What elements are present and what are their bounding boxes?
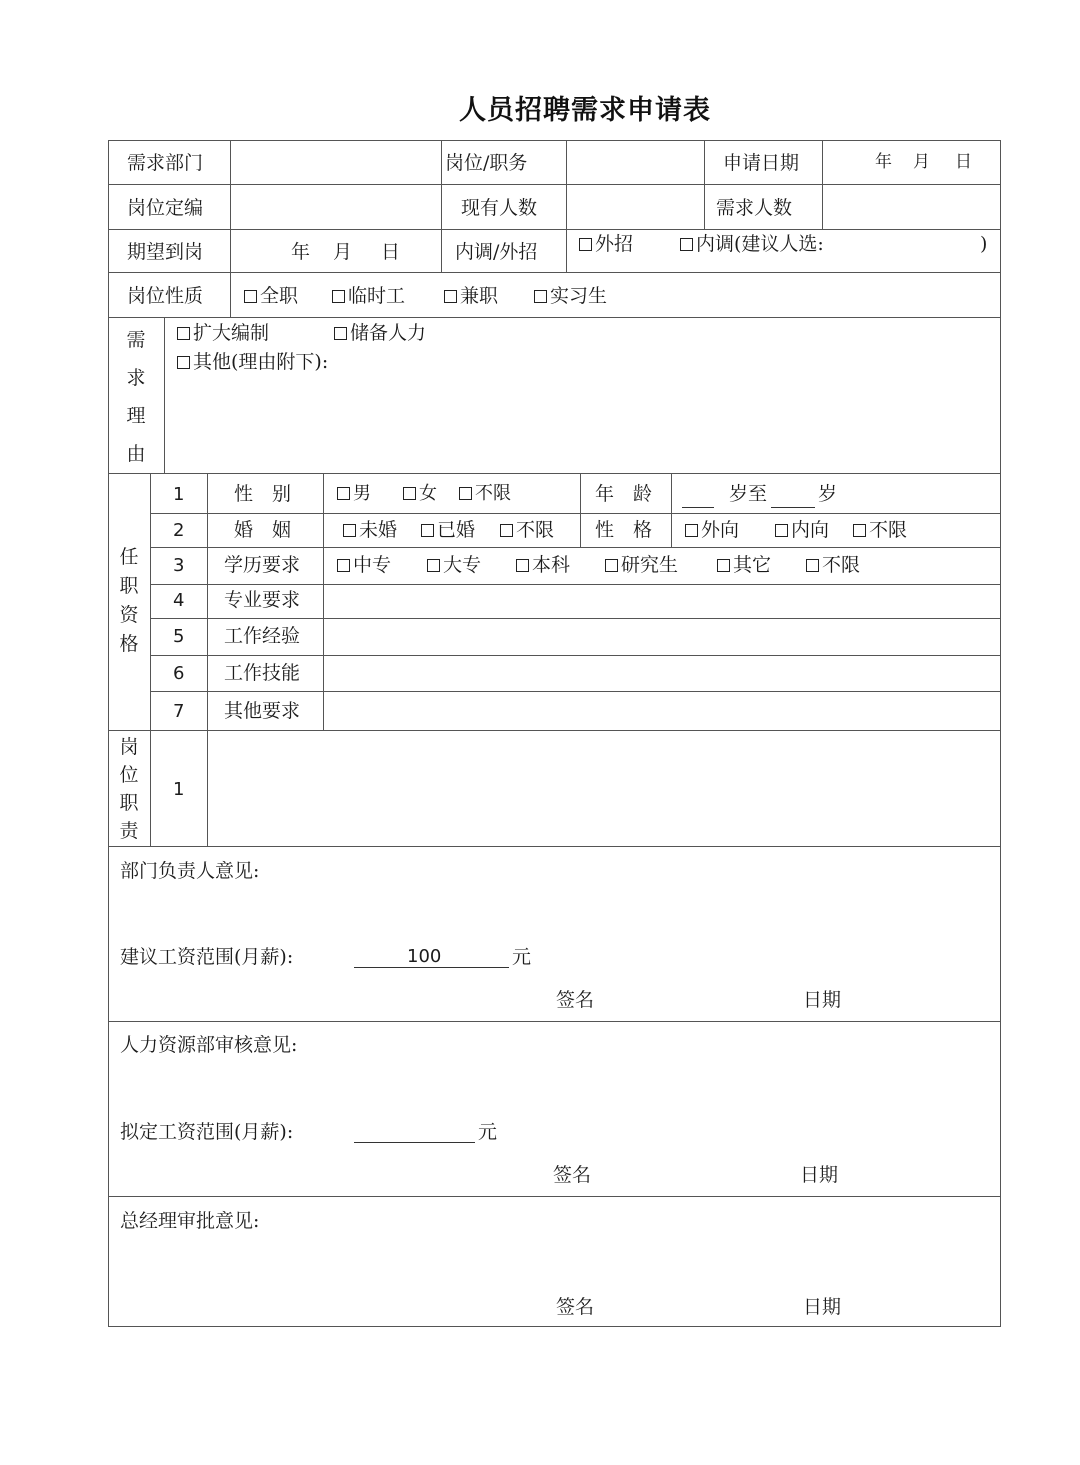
nature-option-fulltime[interactable]: 全职 xyxy=(244,287,298,306)
reason-label: 需 求 理 由 xyxy=(126,329,146,465)
position-input[interactable] xyxy=(569,143,701,183)
hr-opinion-label: 人力资源部审核意见: xyxy=(120,1034,298,1056)
gender-any-checkbox[interactable]: 不限 xyxy=(459,485,511,503)
personality-extrovert-checkbox[interactable]: 外向 xyxy=(685,521,739,540)
duties-label: 岗 位 职 责 xyxy=(119,736,139,842)
edu-bachelor-checkbox[interactable]: 本科 xyxy=(516,556,570,575)
checkbox-icon xyxy=(806,559,819,572)
checkbox-icon xyxy=(421,524,434,537)
needed-count-label: 需求人数 xyxy=(716,197,793,219)
dept-opinion-label: 部门负责人意见: xyxy=(120,860,260,882)
dept-label: 需求部门 xyxy=(127,152,204,174)
checkbox-icon xyxy=(717,559,730,572)
row-number: 3 xyxy=(173,555,185,576)
expected-date-input[interactable] xyxy=(233,231,438,271)
checkbox-icon xyxy=(177,327,190,340)
apply-day: 日 xyxy=(955,152,972,172)
checkbox-icon xyxy=(516,559,529,572)
close-paren: ) xyxy=(980,233,988,255)
age-from-text: 岁至 xyxy=(729,483,768,505)
nature-option-parttime[interactable]: 兼职 xyxy=(444,287,498,306)
marriage-married-checkbox[interactable]: 已婚 xyxy=(421,521,475,540)
gm-sign-label: 签名 xyxy=(556,1296,595,1318)
checkbox-icon xyxy=(775,524,788,537)
checkbox-icon xyxy=(459,487,472,500)
quota-label: 岗位定编 xyxy=(127,197,204,219)
other-req-input[interactable] xyxy=(326,693,997,728)
recruit-type-label: 内调/外招 xyxy=(455,241,538,263)
duty-number: 1 xyxy=(173,779,185,800)
checkbox-icon xyxy=(605,559,618,572)
qualification-label: 任 职 资 格 xyxy=(119,546,139,655)
nature-option-temp[interactable]: 临时工 xyxy=(332,287,405,306)
dept-input[interactable] xyxy=(233,143,438,183)
reason-reserve-checkbox[interactable]: 储备人力 xyxy=(334,324,426,343)
checkbox-icon xyxy=(853,524,866,537)
checkbox-icon xyxy=(534,290,547,303)
major-input[interactable] xyxy=(326,586,997,616)
nature-option-intern[interactable]: 实习生 xyxy=(534,287,607,306)
gender-male-checkbox[interactable]: 男 xyxy=(337,485,371,503)
checkbox-icon xyxy=(680,238,693,251)
hr-salary-unit: 元 xyxy=(478,1121,498,1143)
personality-any-checkbox[interactable]: 不限 xyxy=(853,521,907,540)
page-title: 人员招聘需求申请表 xyxy=(459,95,711,126)
marriage-label: 婚 姻 xyxy=(234,519,292,541)
hr-date-label: 日期 xyxy=(800,1164,839,1186)
checkbox-icon xyxy=(177,356,190,369)
marriage-any-checkbox[interactable]: 不限 xyxy=(500,521,554,540)
external-checkbox[interactable]: 外招 xyxy=(579,235,633,254)
expected-month: 月 xyxy=(333,241,353,263)
reason-other-checkbox[interactable]: 其他(理由附下): xyxy=(177,353,328,372)
checkbox-icon xyxy=(337,559,350,572)
skills-input[interactable] xyxy=(326,657,997,689)
experience-input[interactable] xyxy=(326,620,997,653)
expected-day: 日 xyxy=(381,241,401,263)
marriage-single-checkbox[interactable]: 未婚 xyxy=(343,521,397,540)
recruitment-form xyxy=(108,140,1001,1327)
row-number: 4 xyxy=(173,590,185,611)
needed-count-input[interactable] xyxy=(825,187,997,227)
apply-year: 年 xyxy=(875,152,892,172)
nature-label: 岗位性质 xyxy=(127,285,204,307)
duties-textarea[interactable] xyxy=(210,733,997,843)
gender-female-checkbox[interactable]: 女 xyxy=(403,485,437,503)
checkbox-icon xyxy=(579,238,592,251)
row-number: 6 xyxy=(173,663,185,684)
row-number: 5 xyxy=(173,626,185,647)
edu-other-checkbox[interactable]: 其它 xyxy=(717,556,771,575)
age-label: 年 龄 xyxy=(595,483,653,505)
checkbox-icon xyxy=(244,290,257,303)
expected-date-label: 期望到岗 xyxy=(127,241,204,263)
checkbox-icon xyxy=(334,327,347,340)
experience-label: 工作经验 xyxy=(224,625,301,647)
apply-date-label: 申请日期 xyxy=(723,152,800,174)
row-number: 1 xyxy=(173,484,185,505)
checkbox-icon xyxy=(403,487,416,500)
edu-any-checkbox[interactable]: 不限 xyxy=(806,556,860,575)
gender-label: 性 别 xyxy=(234,483,292,505)
skills-label: 工作技能 xyxy=(224,662,301,684)
education-label: 学历要求 xyxy=(224,554,301,576)
checkbox-icon xyxy=(343,524,356,537)
other-req-label: 其他要求 xyxy=(224,700,301,722)
expected-year: 年 xyxy=(291,241,311,263)
checkbox-icon xyxy=(337,487,350,500)
reason-expand-checkbox[interactable]: 扩大编制 xyxy=(177,324,269,343)
apply-date-input[interactable] xyxy=(825,143,997,183)
hr-sign-label: 签名 xyxy=(553,1164,592,1186)
age-to-text: 岁 xyxy=(818,483,838,505)
personality-label: 性 格 xyxy=(595,519,653,541)
dept-salary-label: 建议工资范围(月薪): xyxy=(120,946,294,968)
checkbox-icon xyxy=(444,290,457,303)
dept-sign-label: 签名 xyxy=(556,989,595,1011)
dept-salary-unit: 元 xyxy=(512,946,532,968)
major-label: 专业要求 xyxy=(224,589,301,611)
row-number: 7 xyxy=(173,701,185,722)
personality-introvert-checkbox[interactable]: 内向 xyxy=(775,521,829,540)
row-number: 2 xyxy=(173,520,185,541)
hr-salary-input[interactable] xyxy=(354,1117,475,1143)
apply-month: 月 xyxy=(913,152,930,172)
checkbox-icon xyxy=(427,559,440,572)
internal-checkbox[interactable]: 内调(建议人选: xyxy=(680,235,824,254)
dept-salary-input[interactable]: 100 xyxy=(354,941,509,968)
position-label: 岗位/职务 xyxy=(445,152,528,174)
quota-input[interactable] xyxy=(233,187,438,227)
current-count-input[interactable] xyxy=(569,187,701,227)
gm-date-label: 日期 xyxy=(803,1296,842,1318)
hr-salary-label: 拟定工资范围(月薪): xyxy=(120,1121,294,1143)
checkbox-icon xyxy=(500,524,513,537)
checkbox-icon xyxy=(332,290,345,303)
reason-textarea[interactable] xyxy=(169,381,997,469)
dept-date-label: 日期 xyxy=(803,989,842,1011)
edu-vocational-checkbox[interactable]: 中专 xyxy=(337,556,391,575)
edu-graduate-checkbox[interactable]: 研究生 xyxy=(605,556,678,575)
checkbox-icon xyxy=(685,524,698,537)
gm-opinion-label: 总经理审批意见: xyxy=(120,1210,260,1232)
edu-college-checkbox[interactable]: 大专 xyxy=(427,556,481,575)
current-count-label: 现有人数 xyxy=(461,197,538,219)
